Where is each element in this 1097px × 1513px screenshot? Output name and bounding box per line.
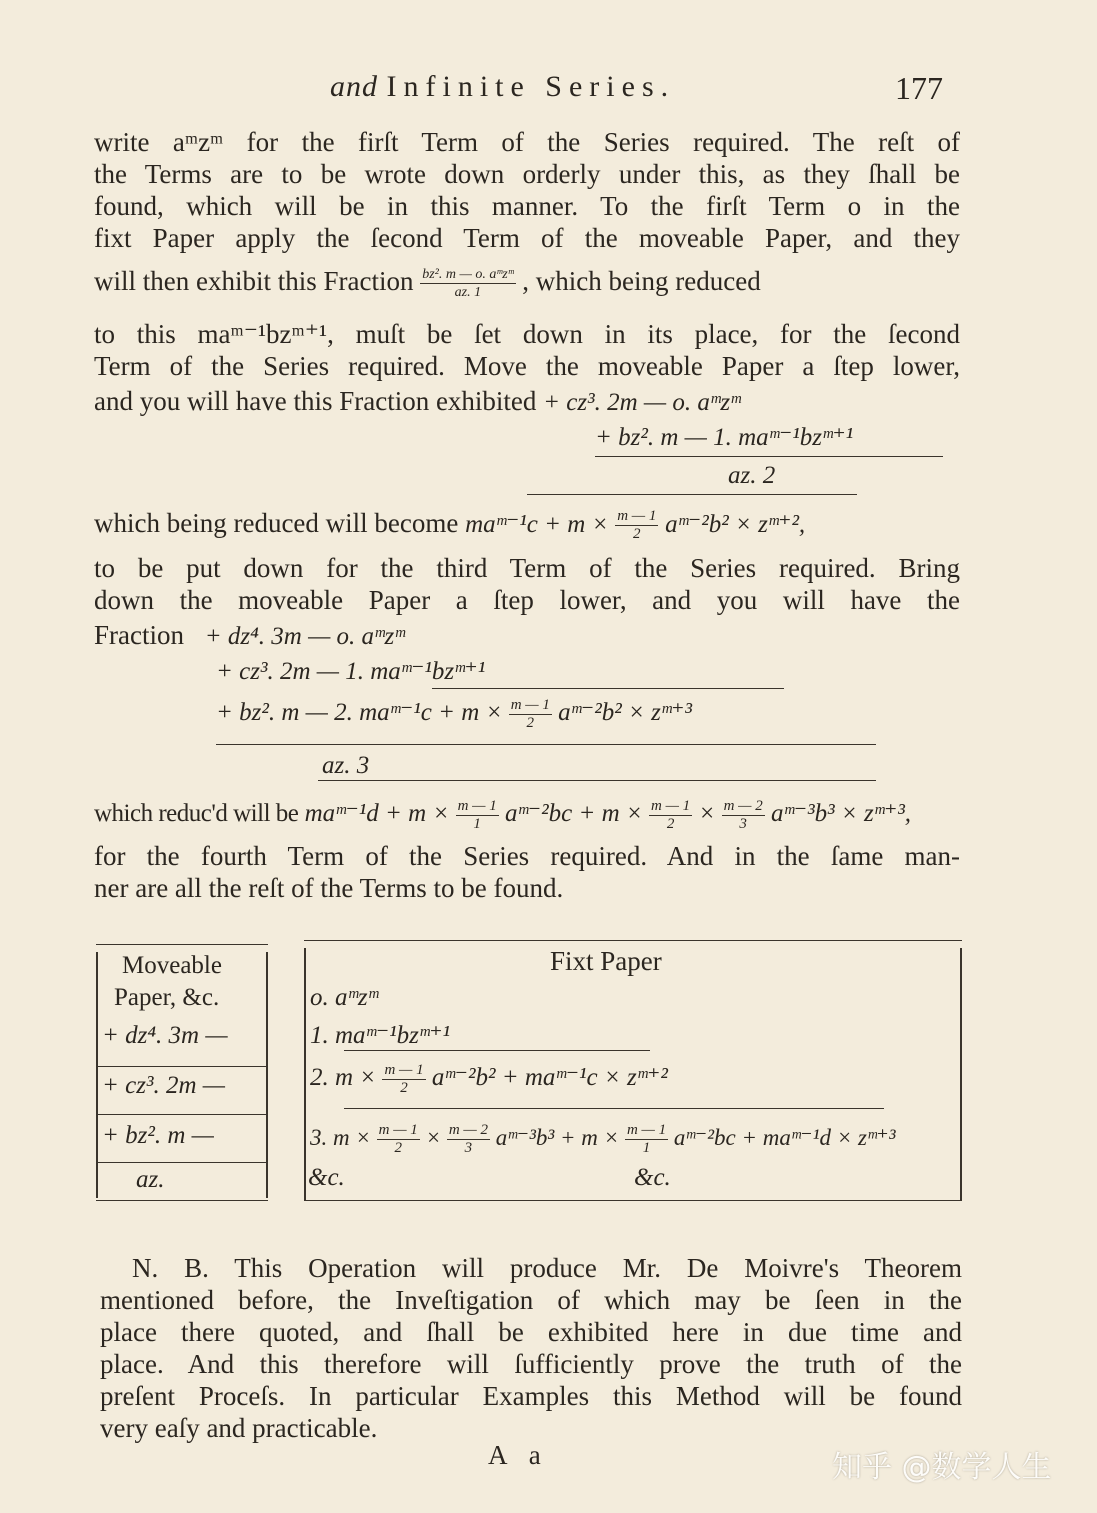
table-rule	[304, 1200, 962, 1201]
text-line-with-math	[94, 508, 805, 543]
text-line: the Terms are to be wrote down orderly under this, as they ſhall be	[94, 159, 960, 189]
fraction-denominator: 2	[666, 816, 675, 832]
math-expression: aᵐ⁻²bc + m ×	[505, 800, 643, 828]
text-line-with-fraction	[94, 266, 761, 301]
text-line-with-math	[94, 798, 911, 833]
math-expression: + bz². m — 1. maᵐ⁻¹bzᵐ⁺¹	[595, 424, 854, 451]
math-expression: aᵐ⁻³b³ × zᵐ⁺³,	[770, 800, 912, 828]
fixt-row-0: o. aᵐzᵐ	[310, 984, 379, 1011]
fraction-denominator: 3	[739, 816, 747, 832]
table-rule	[98, 1066, 266, 1067]
text-line-with-math	[94, 386, 740, 417]
moveable-row: + cz³. 2m —	[102, 1072, 225, 1099]
fraction	[377, 1122, 420, 1157]
text-line: fixt Paper apply the ſecond Term of the moveable Paper, and they	[94, 223, 960, 253]
fraction-numerator: bz². m — o. aᵐzᵐ	[422, 267, 514, 283]
math-expression: az. 3	[322, 752, 370, 779]
math-expression: aᵐ⁻²b² × zᵐ⁺²,	[665, 511, 806, 538]
math-expression: 3. m ×	[310, 1124, 371, 1150]
table-rule	[98, 1114, 266, 1115]
fraction-denominator: 2	[526, 715, 535, 731]
fraction-block-line	[94, 620, 405, 651]
text-line: place. And this therefore will ſufficiently prove the truth of the	[100, 1349, 962, 1379]
fraction	[456, 798, 499, 833]
text-line: down the moveable Paper a ſtep lower, and you will have the	[94, 585, 960, 615]
math-expression: 2. m ×	[310, 1064, 377, 1092]
text-fragment: which being reduced will become	[94, 508, 459, 538]
text-line: to be put down for the third Term of the Series required. Bring	[94, 553, 960, 583]
fraction-numerator: m — 1	[378, 1122, 418, 1138]
fraction	[382, 1062, 425, 1097]
math-expression: maᵐ⁻¹c + m ×	[465, 511, 609, 538]
table-border	[266, 952, 268, 1198]
text-line: write aᵐzᵐ for the firſt Term of the Series required. The reſt of	[94, 127, 960, 157]
math-expression: + dz⁴. 3m — o. aᵐzᵐ	[204, 623, 405, 650]
moveable-row: + dz⁴. 3m —	[102, 1022, 228, 1049]
paragraph-2	[94, 552, 960, 616]
fraction-numerator: m — 1	[626, 1122, 667, 1138]
fixt-etc-right: &c.	[634, 1164, 671, 1191]
fraction-denominator: az. 1	[454, 285, 482, 301]
moveable-row: az.	[136, 1166, 165, 1193]
fixt-paper-table	[304, 948, 962, 1200]
fixt-row-3	[310, 1122, 896, 1157]
fraction-denominator: 2	[400, 1080, 408, 1096]
running-title-and: and	[330, 70, 378, 103]
fixt-etc-left: &c.	[308, 1164, 345, 1191]
table-border	[960, 948, 962, 1200]
table-rule	[344, 1108, 884, 1109]
math-expression: + cz³. 2m — 1. maᵐ⁻¹bzᵐ⁺¹	[216, 658, 486, 685]
fraction	[649, 798, 692, 833]
math-expression: + cz³. 2m — o. aᵐzᵐ	[543, 389, 741, 416]
fraction-bar	[216, 744, 876, 745]
fraction-denominator: 1	[642, 1140, 651, 1156]
text-fragment: which reduc'd will be	[94, 800, 299, 828]
watermark: 知乎 @数学人生	[832, 1450, 1052, 1485]
math-expression: aᵐ⁻²b² + maᵐ⁻¹c × zᵐ⁺²	[431, 1064, 668, 1092]
fraction	[447, 1122, 490, 1157]
math-expression: aᵐ⁻²bc + maᵐ⁻¹d × zᵐ⁺³	[673, 1124, 896, 1150]
math-operator: ×	[425, 1124, 442, 1150]
math-expression: aᵐ⁻²b² × zᵐ⁺³	[558, 699, 692, 727]
moveable-title: Moveable	[122, 952, 222, 979]
text-line: ner are all the reſt of the Terms to be found.	[94, 873, 564, 903]
fraction-bar	[527, 494, 857, 495]
text-line: very eaſy and practicable.	[100, 1413, 378, 1443]
fraction-numerator: m — 2	[448, 1122, 489, 1138]
math-line	[216, 697, 692, 732]
text-fragment: will then exhibit this Fraction	[94, 266, 414, 296]
paragraph-3	[94, 840, 960, 904]
fraction-bar	[318, 780, 876, 781]
table-border	[304, 948, 306, 1200]
text-line: place there quoted, and ſhall be exhibited here in due time and	[100, 1317, 962, 1347]
fraction-denominator: 2	[394, 1140, 402, 1156]
math-operator: ×	[698, 800, 716, 828]
moveable-paper-table	[96, 952, 268, 1198]
fraction-numerator: m — 1	[651, 798, 691, 814]
table-rule	[96, 1200, 268, 1201]
running-title	[330, 70, 675, 104]
text-line: N. B. This Operation will produce Mr. De Moivre's Theorem	[132, 1253, 962, 1283]
text-line: to this maᵐ⁻¹bzᵐ⁺¹, muſt be ſet down in its place, for the ſecond	[94, 319, 960, 349]
math-expression: az. 2	[728, 462, 776, 489]
fixt-row-1: 1. maᵐ⁻¹bzᵐ⁺¹	[310, 1022, 451, 1049]
fraction-numerator: m — 1	[457, 798, 497, 814]
text-line: Term of the Series required. Move the moveable Paper a ſtep lower,	[94, 351, 960, 381]
fraction	[625, 1122, 668, 1157]
fraction-denominator: 1	[473, 816, 481, 832]
fraction-numerator: m — 1	[384, 1062, 424, 1078]
fraction-numerator: m — 2	[723, 798, 763, 814]
moveable-row: + bz². m —	[102, 1122, 214, 1149]
fixt-title: Fixt Paper	[550, 946, 662, 976]
text-fragment: , which being reduced	[522, 266, 761, 296]
fixt-row-2	[310, 1062, 668, 1097]
paragraph-1	[94, 126, 960, 254]
signature-mark: A a	[488, 1440, 549, 1470]
fraction-denominator: 2	[633, 526, 641, 543]
running-title-rest: Infinite Series.	[386, 70, 676, 103]
overline	[432, 688, 784, 689]
page-number: 177	[895, 70, 943, 106]
table-rule	[344, 1050, 650, 1051]
text-line: found, which will be in this manner. To the firſt Term o in the	[94, 191, 960, 221]
text-fragment: and you will have this Fraction exhibited	[94, 386, 537, 416]
fraction	[420, 266, 515, 301]
nb-paragraph	[100, 1252, 962, 1444]
moveable-subtitle: Paper, &c.	[114, 984, 220, 1011]
text-line: for the fourth Term of the Series required. And in the ſame man-	[94, 841, 960, 871]
fraction-numerator: m — 1	[617, 508, 657, 525]
fraction-bar	[595, 456, 943, 457]
fraction	[509, 697, 552, 732]
text-line: preſent Proceſs. In particular Examples this Method will be found	[100, 1381, 962, 1411]
math-expression: + bz². m — 2. maᵐ⁻¹c + m ×	[216, 699, 503, 727]
text-fragment: Fraction	[94, 620, 184, 650]
table-rule	[98, 1162, 266, 1163]
fraction	[722, 798, 765, 833]
fraction	[615, 508, 658, 543]
fraction-denominator: 3	[464, 1140, 473, 1156]
math-expression: aᵐ⁻³b³ + m ×	[495, 1124, 620, 1150]
table-rule	[96, 944, 268, 945]
paragraph-1b	[94, 318, 960, 382]
text-line: mentioned before, the Inveſtigation of which may be ſeen in the	[100, 1285, 962, 1315]
table-rule	[304, 940, 962, 941]
math-expression: maᵐ⁻¹d + m ×	[304, 800, 450, 828]
fraction-numerator: m — 1	[510, 697, 550, 713]
